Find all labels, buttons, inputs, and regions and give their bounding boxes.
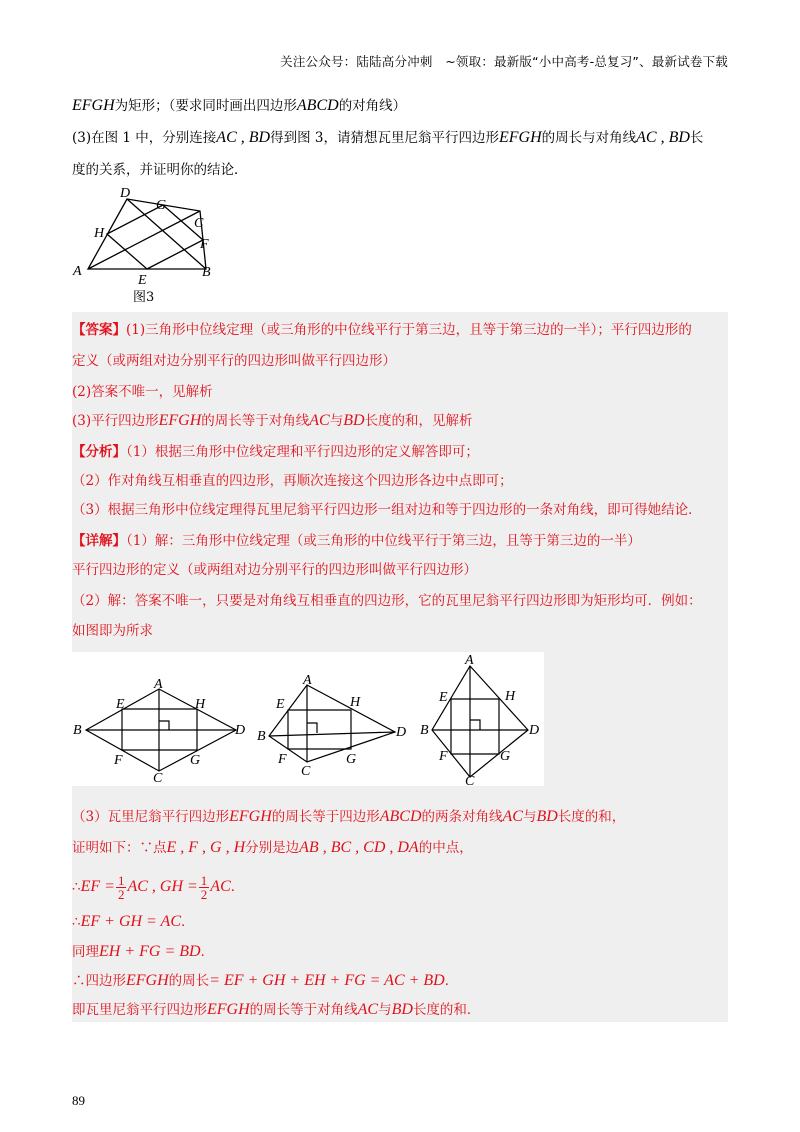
- ex3-label-d: D: [529, 723, 540, 738]
- fig3-caption: 图3: [133, 290, 155, 305]
- example-figures: [72, 652, 544, 786]
- question-line-2: (3)在图 1 中，分别连接AC , BD得到图 3，请猜想瓦里尼翁平行四边形EFGH的周长与对角线AC , BD长: [72, 129, 704, 146]
- ex3-label-f: F: [439, 749, 448, 764]
- ex2-label-e: E: [276, 697, 285, 712]
- answer-line-2: 定义（或两组对边分别平行的四边形叫做平行四边形）: [72, 353, 396, 369]
- fig3-label-h: H: [94, 226, 105, 241]
- question-line-1: EFGH为矩形；（要求同时画出四边形ABCD的对角线）: [72, 97, 407, 114]
- ex2-label-b: B: [257, 729, 266, 744]
- detail-line-2: 平行四边形的定义（或两组对边分别平行的四边形叫做平行四边形）: [72, 562, 477, 578]
- detail-line-4: 如图即为所求: [72, 623, 153, 639]
- ex2-label-h: H: [350, 695, 361, 710]
- ex1-label-g: G: [190, 753, 201, 768]
- example-2: [269, 685, 395, 762]
- answer-line-1: 【答案】(1)三角形中位线定理（或三角形的中位线平行于第三边，且等于第三边的一半）；平行四边形的: [72, 322, 692, 338]
- proof-eq-3: 同理EH + FG = BD．: [72, 943, 215, 960]
- fig3-label-b: B: [202, 265, 211, 280]
- page-header: 关注公众号：陆陆高分冲刺 ~领取：最新版“小中高考-总复习”、最新试卷下载: [280, 54, 728, 69]
- fig3-label-d: D: [120, 186, 131, 201]
- page-number: 89: [72, 1093, 85, 1108]
- ex1-label-e: E: [116, 697, 125, 712]
- ex1-label-b: B: [73, 723, 82, 738]
- part3-line-1: （3）瓦里尼翁平行四边形EFGH的周长等于四边形ABCD的两条对角线AC与BD长度的和，: [72, 808, 626, 825]
- answer-line-3: (2)答案不唯一，见解析: [72, 384, 213, 400]
- ex3-label-c: C: [465, 774, 475, 786]
- fig3-label-f: F: [200, 237, 209, 252]
- ex2-label-c: C: [301, 764, 311, 779]
- analysis-line-3: （3）根据三角形中位线定理得瓦里尼翁平行四边形一组对边和等于四边形的一条对角线，即可得她结论．: [72, 502, 702, 518]
- ex3-label-e: E: [439, 690, 448, 705]
- ex2-label-f: F: [278, 752, 287, 767]
- proof-eq-4: ∴四边形EFGH的周长= EF + GH + EH + FG = AC + BD．: [72, 972, 459, 989]
- ex2-label-g: G: [346, 752, 357, 767]
- ex3-label-a: A: [465, 653, 474, 668]
- proof-conclusion: 即瓦里尼翁平行四边形EFGH的周长等于对角线AC与BD长度的和．: [72, 1001, 481, 1018]
- proof-line-1: 证明如下：∵点E , F , G , H分别是边AB , BC , CD , DA的中点，: [72, 839, 473, 856]
- figure-3: [70, 186, 230, 310]
- ex3-label-g: G: [500, 749, 511, 764]
- ex3-label-b: B: [420, 723, 429, 738]
- answer-line-4: (3)平行四边形EFGH的周长等于对角线AC与BD长度的和，见解析: [72, 412, 473, 429]
- question-line-3: 度的关系，并证明你的结论．: [72, 162, 248, 178]
- fig3-label-e: E: [138, 273, 147, 288]
- ex1-label-h: H: [195, 697, 206, 712]
- quadrilateral-abcd: [88, 199, 206, 269]
- ex1-label-f: F: [114, 753, 123, 768]
- fig3-label-a: A: [73, 264, 82, 279]
- fraction-half-2: $\frac{1}{2}$: [200, 873, 208, 902]
- analysis-line-2: （2）作对角线互相垂直的四边形，再顺次连接这个四边形各边中点即可；: [72, 473, 513, 489]
- fraction-half-1: $\frac{1}{2}$: [117, 873, 125, 902]
- ex3-label-h: H: [505, 689, 516, 704]
- ex1-label-d: D: [235, 723, 246, 738]
- fig3-label-c: C: [194, 216, 204, 231]
- ex1-label-c: C: [153, 771, 163, 786]
- ex2-label-a: A: [303, 673, 312, 688]
- parallelogram-efgh: [107, 205, 203, 269]
- detail-line-1: 【详解】（1）解：三角形中位线定理（或三角形的中位线平行于第三边，且等于第三边的一半）: [72, 533, 641, 549]
- proof-eq-1: ∴EF = $\frac{1}{2}$ AC , GH = $\frac{1}{2}$ AC．: [72, 873, 245, 902]
- proof-eq-2: ∴EF + GH = AC．: [72, 913, 195, 930]
- detail-line-3: （2）解：答案不唯一，只要是对角线互相垂直的四边形，它的瓦里尼翁平行四边形即为矩形均可．例如：: [72, 593, 702, 609]
- fig3-label-g: G: [156, 198, 167, 213]
- example-1: [86, 689, 236, 771]
- ex1-label-a: A: [154, 677, 163, 692]
- analysis-line-1: 【分析】（1）根据三角形中位线定理和平行四边形的定义解答即可；: [72, 444, 479, 460]
- ex2-label-d: D: [396, 725, 407, 740]
